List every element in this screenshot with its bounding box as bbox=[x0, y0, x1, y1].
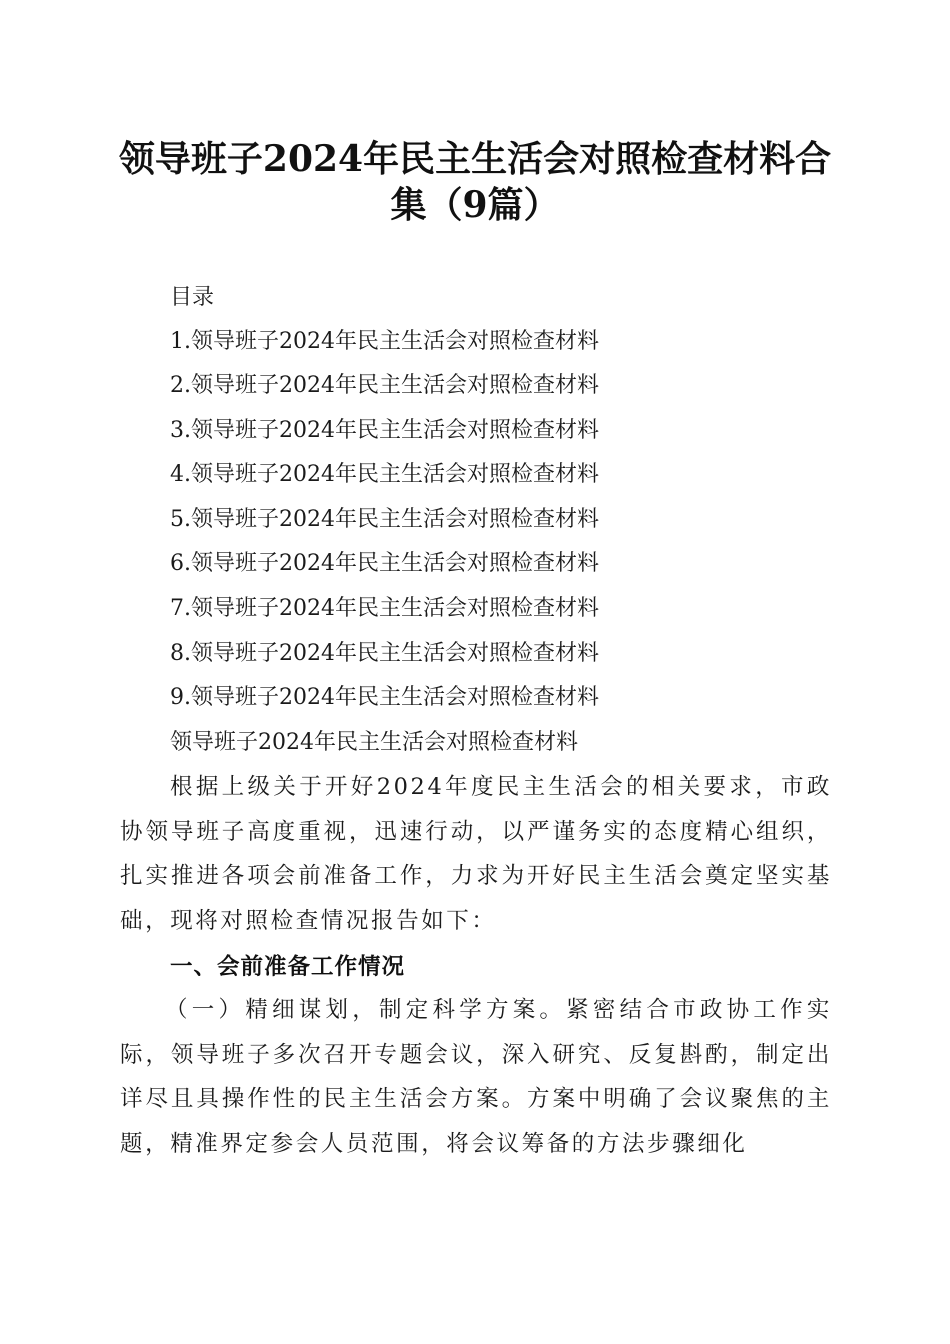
toc-item-3: 3.领导班子2024年民主生活会对照检查材料 bbox=[170, 418, 599, 443]
toc-item-7: 7.领导班子2024年民主生活会对照检查材料 bbox=[170, 596, 599, 621]
section-title: 领导班子2024年民主生活会对照检查材料 bbox=[170, 730, 578, 755]
toc-item-5: 5.领导班子2024年民主生活会对照检查材料 bbox=[170, 507, 599, 532]
document-title-line-1: 领导班子2024年民主生活会对照检查材料合 bbox=[118, 138, 832, 180]
heading-pre-meeting-preparation: 一、会前准备工作情况 bbox=[170, 954, 406, 980]
toc-label: 目录 bbox=[170, 285, 215, 310]
toc-item-6: 6.领导班子2024年民主生活会对照检查材料 bbox=[170, 551, 599, 576]
toc-item-9: 9.领导班子2024年民主生活会对照检查材料 bbox=[170, 685, 599, 710]
document-title-line-2: 集（9篇） bbox=[390, 184, 560, 226]
toc-item-4: 4.领导班子2024年民主生活会对照检查材料 bbox=[170, 462, 599, 487]
intro-paragraph: 根据上级关于开好2024年度民主生活会的相关要求，市政协领导班子高度重视，迅速行动，以严谨务实的态度精心组织，扎实推进各项会前准备工作，力求为开好民主生活会奠定坚实基础，现将对照检查情况报告如下： bbox=[120, 774, 832, 934]
toc-item-1: 1.领导班子2024年民主生活会对照检查材料 bbox=[170, 329, 599, 354]
toc-item-8: 8.领导班子2024年民主生活会对照检查材料 bbox=[170, 641, 599, 666]
sub-paragraph-planning: （一）精细谋划，制定科学方案。紧密结合市政协工作实际，领导班子多次召开专题会议，深入研究、反复斟酌，制定出详尽且具操作性的民主生活会方案。方案中明确了会议聚焦的主题，精准界定参会人员范围，将会议筹备的方法步骤细化 bbox=[120, 997, 832, 1157]
toc-item-2: 2.领导班子2024年民主生活会对照检查材料 bbox=[170, 373, 599, 398]
